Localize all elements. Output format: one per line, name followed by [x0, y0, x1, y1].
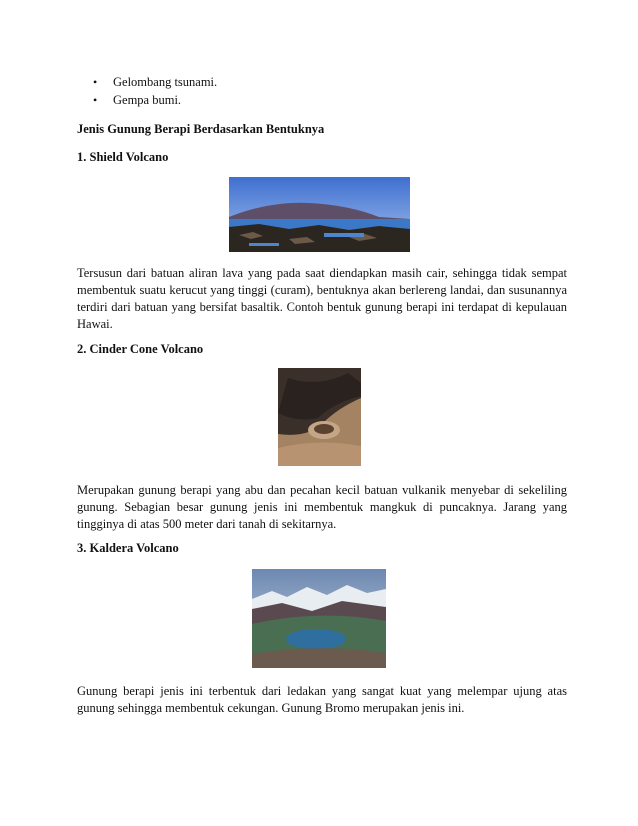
cinder-cone-heading: 2. Cinder Cone Volcano [77, 342, 204, 356]
shield-volcano-photo [229, 177, 410, 252]
bullet-item: • Gelombang tsunami. [77, 73, 217, 91]
shield-volcano-description: Tersusun dari batuan aliran lava yang pada saat diendapkan masih cair, sehingga tidak sempat membentuk suatu kerucut yang tinggi (curam), bentuknya akan berlereng landai, dan susunannya terdiri dari batuan yang bersifat basaltik. Contoh bentuk gunung berapi ini terdapat di kepulauan Hawai. [77, 266, 567, 331]
shield-volcano-heading: 1. Shield Volcano [77, 150, 169, 164]
caldera-description: Gunung berapi jenis ini terbentuk dari ledakan yang sangat kuat yang melempar ujung atas gunung sehingga membentuk cekungan. Gunung Bromo merupakan jenis ini. [77, 684, 567, 715]
cinder-cone-description: Merupakan gunung berapi yang abu dan pecahan kecil batuan vulkanik menyebar di sekeliling gunung. Sebagian besar gunung jenis ini membentuk mangkuk di puncaknya. Jarang yang tingginya di atas 500 meter dari tanah di sekitarnya. [77, 483, 567, 531]
section-title: Jenis Gunung Berapi Berdasarkan Bentuknya [77, 122, 325, 136]
bullet-item: • Gempa bumi. [77, 91, 217, 109]
bullet-list [77, 73, 217, 109]
caldera-heading: 3. Kaldera Volcano [77, 541, 179, 555]
caldera-photo [252, 569, 386, 668]
cinder-cone-photo [278, 368, 361, 466]
